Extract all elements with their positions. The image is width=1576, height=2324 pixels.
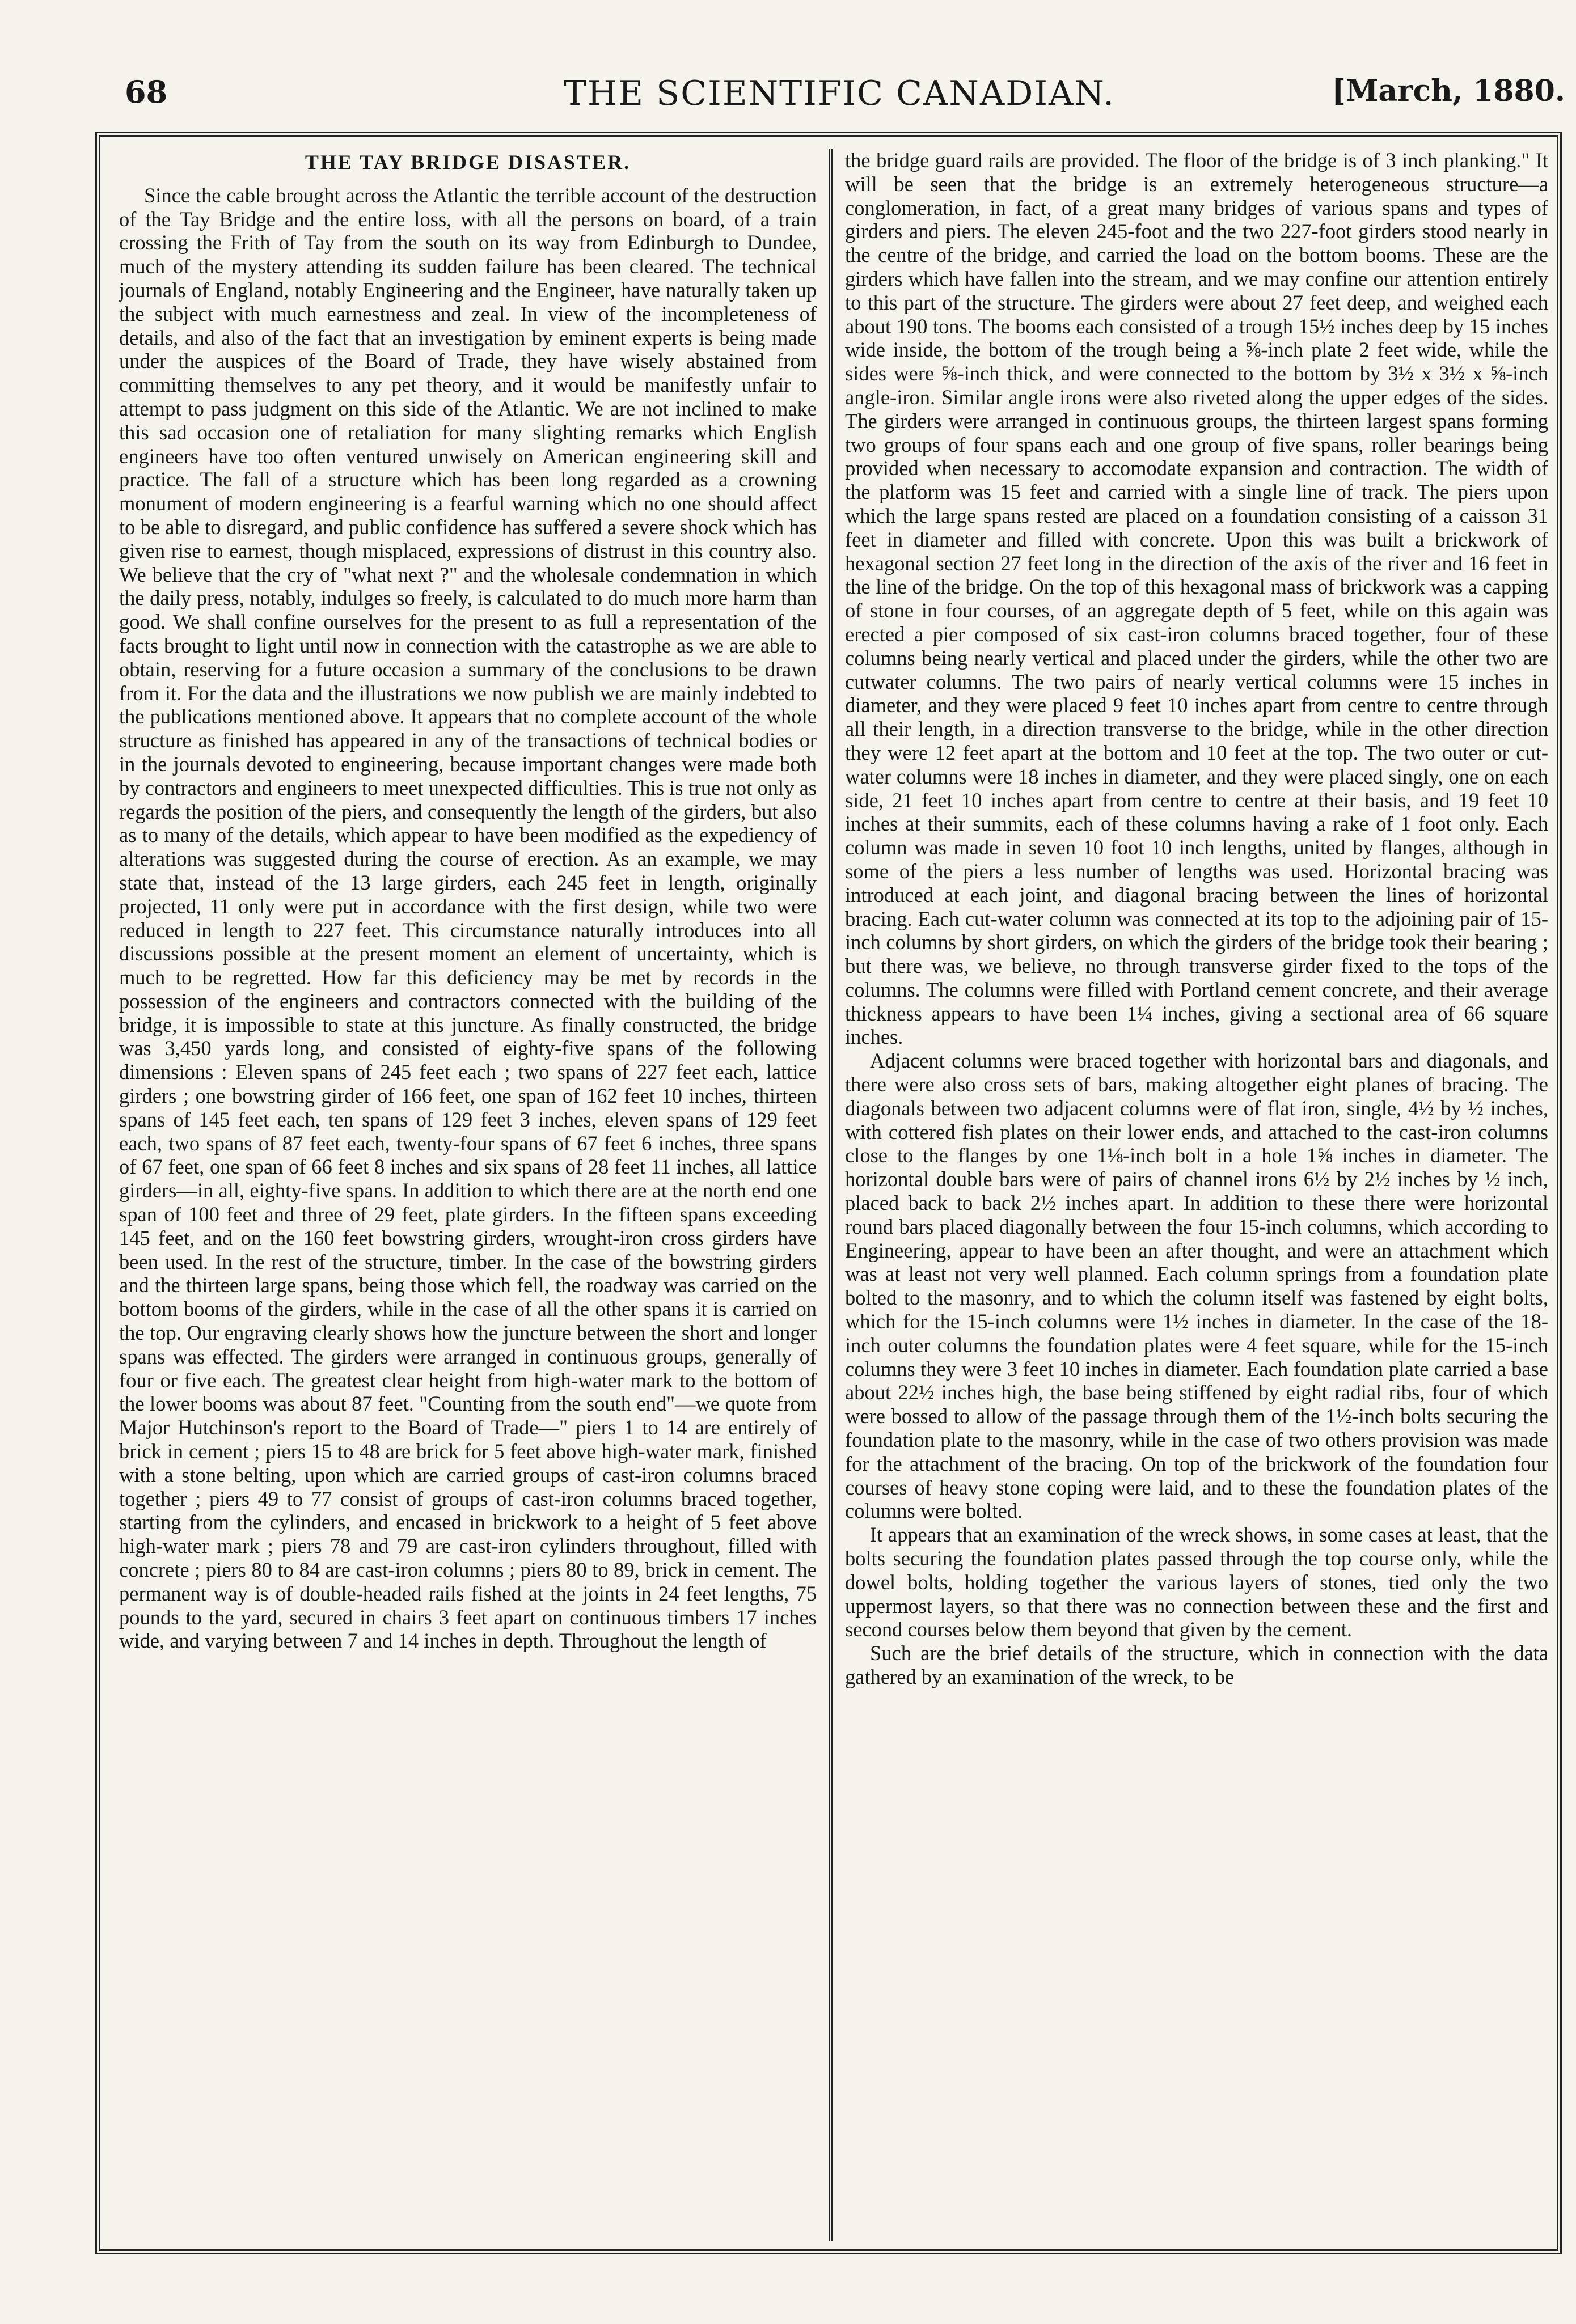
journal-title: THE SCIENTIFIC CANADIAN. xyxy=(563,74,1116,113)
paragraph: It appears that an examination of the wreck shows, in some cases at least, that the bolts securing the foundation plates passed through the top course only, while the dowel bolts, holding together the various layers of stones, tied only the two uppermost layers, so that there was no connection between these and the first and second courses below them beyond that given by the cement. xyxy=(845,1523,1548,1641)
left-column xyxy=(119,149,817,2241)
column-divider xyxy=(829,149,833,2241)
issue-date: [March, 1880. xyxy=(1332,74,1565,108)
paragraph: Such are the brief details of the structure, which in connection with the data gathered by an examination of the wreck, to be xyxy=(845,1641,1548,1688)
page-number: 68 xyxy=(125,74,168,110)
paragraph: Since the cable brought across the Atlantic the terrible account of the destruction of the Tay Bridge and the entire loss, with all the persons on board, of a train crossing the Frith of Tay from the south on its way from Edinburgh to Dundee, much of the mystery attending its sudden failure has been cleared. The technical journals of England, notably Engineering and the Engineer, have naturally taken up the subject with much earnestness and zeal. In view of the incompleteness of details, and also of the fact that an investigation by eminent experts is being made under the auspices of the Board of Trade, they have wisely abstained from committing themselves to any pet theory, and it would be manifestly unfair to attempt to pass judgment on this side of the Atlantic. We are not inclined to make this sad occasion one of retaliation for many slighting remarks which English engineers have too often ventured unwisely on American engineering skill and practice. The fall of a structure which has been long regarded as a crowning monument of modern engineering is a fearful warning which no one should affect to be able to disregard, and public confidence has suffered a severe shock which has given rise to earnest, though misplaced, expressions of distrust in this country also. We believe that the cry of "what next ?" and the wholesale condemnation in which the daily press, notably, indulges so freely, is calculated to do much more harm than good. We shall confine ourselves for the present to as full a representation of the facts brought to light until now in connection with the catastrophe as we are able to obtain, reserving for a future occasion a summary of the conclusions to be drawn from it. For the data and the illustrations we now publish we are mainly indebted to the publications mentioned above. It appears that no complete account of the whole structure as finished has appeared in any of the transactions of technical bodies or in the journals devoted to engineering, because important changes were made both by contractors and engineers to meet unexpected difficulties. This is true not only as regards the position of the piers, and consequently the length of the girders, but also as to many of the details, which appear to have been modified as the expediency of alterations was suggested during the course of erection. As an example, we may state that, instead of the 13 large girders, each 245 feet in length, originally projected, 11 only were put in accordance with the first design, while two were reduced in length to 227 feet. This circumstance naturally introduces into all discussions possible at the present moment an element of uncertainty, which is much to be regretted. How far this deficiency may be met by records in the possession of the engineers and contractors connected with the building of the bridge, it is impossible to state at this juncture. As finally constructed, the bridge was 3,450 yards long, and consisted of eighty-five spans of the following dimensions : Eleven spans of 245 feet each ; two spans of 227 feet each, lattice girders ; one bowstring girder of 166 feet, one span of 162 feet 10 inches, thirteen spans of 145 feet each, ten spans of 129 feet 3 inches, eleven spans of 129 feet each, two spans of 87 feet each, twenty-four spans of 67 feet 6 inches, three spans of 67 feet, one span of 66 feet 8 inches and six spans of 28 feet 11 inches, all lattice girders—in all, eighty-five spans. In addition to which there are at the north end one span of 100 feet and three of 29 feet, plate girders. In the fifteen spans exceeding 145 feet, and on the 160 feet bowstring girders, wrought-iron cross girders have been used. In the rest of the structure, timber. In the case of the bowstring girders and the thirteen large spans, being those which fell, the roadway was carried on the bottom booms of the girders, while in the case of all the other spans it is carried on the top. Our engraving clearly shows how the juncture between the short and longer spans was effected. The girders were arranged in continuous groups, generally of four or five each. The greatest clear height from high-water mark to the bottom of the lower booms was about 87 feet. "Counting from the south end"—we quote from Major Hutchinson's report to the Board of Trade—" piers 1 to 14 are entirely of brick in cement ; piers 15 to 48 are brick for 5 feet above high-water mark, finished with a stone belting, upon which are carried groups of cast-iron columns braced together ; piers 49 to 77 consist of groups of cast-iron columns braced together, starting from the cylinders, and encased in brickwork to a height of 5 feet above high-water mark ; piers 78 and 79 are cast-iron cylinders throughout, filled with concrete ; piers 80 to 84 are cast-iron columns ; piers 80 to 89, brick in cement. The permanent way is of double-headed rails fished at the joints in 24 feet lengths, 75 pounds to the yard, secured in chairs 3 feet apart on continuous timbers 17 inches wide, and varying between 7 and 14 inches in depth. Throughout the length of xyxy=(119,183,817,1653)
paragraph: Adjacent columns were braced together with horizontal bars and diagonals, and there were also cross sets of bars, making altogether eight planes of bracing. The diagonals between two adjacent columns were of flat iron, single, 4½ by ½ inches, with cottered fish plates on their lower ends, and attached to the cast-iron columns close to the flanges by one 1⅛-inch bolt in a hole 1⅝ inches in diameter. The horizontal double bars were of pairs of channel irons 6½ by 2½ inches by ½ inch, placed back to back 2½ inches apart. In addition to these there were horizontal round bars placed diagonally between the four 15-inch columns, which according to Engineering, appear to have been an after thought, and were an attachment which was at least not very well planned. Each column springs from a foundation plate bolted to the masonry, and to which the column itself was fastened by eight bolts, which for the 15-inch columns were 1½ inches in diameter. In the case of the 18-inch outer columns the foundation plates were 4 feet square, while for the 15-inch columns they were 3 feet 10 inches in diameter. Each foundation plate carried a base about 22½ inches high, the base being stiffened by eight radial ribs, four of which were bossed to allow of the passage through them of the 1½-inch bolts securing the foundation plate to the masonry, while in the case of two others provision was made for the attachment of the bracing. On top of the brickwork of the foundation four courses of heavy stone coping were laid, and to these the foundation plates of the columns were bolted. xyxy=(845,1049,1548,1523)
page-header xyxy=(113,74,1565,125)
article-title: THE TAY BRIDGE DISASTER. xyxy=(305,151,631,173)
right-column xyxy=(845,149,1548,2241)
paragraph-continuation: the bridge guard rails are provided. The floor of the bridge is of 3 inch planking." It will be seen that the bridge is an extremely heterogeneous structure—a conglomeration, in fact, of a great many bridges of various spans and types of girders and piers. The eleven 245-foot and the two 227-foot girders stood nearly in the centre of the bridge, and carried the load on the bottom booms. These are the girders which have fallen into the stream, and we may confine our attention entirely to this part of the structure. The girders were about 27 feet deep, and weighed each about 190 tons. The booms each consisted of a trough 15½ inches deep by 15 inches wide inside, the bottom of the trough being a ⅝-inch plate 2 feet wide, while the sides were ⅝-inch thick, and were connected to the bottom by 3½ x 3½ x ⅝-inch angle-iron. Similar angle irons were also riveted along the upper edges of the sides. The girders were arranged in continuous groups, the thirteen largest spans forming two groups of four spans each and one group of five spans, roller bearings being provided when necessary to accomodate expansion and contraction. The width of the platform was 15 feet and carried with a single line of track. The piers upon which the large spans rested are placed on a foundation consisting of a caisson 31 feet in diameter and filled with concrete. Upon this was built a brickwork of hexagonal section 27 feet long in the direction of the axis of the river and 16 feet in the line of the bridge. On the top of this hexagonal mass of brickwork was a capping of stone in four courses, of an aggregate depth of 5 feet, while on this again was erected a pier composed of six cast-iron columns braced together, four of these columns being nearly vertical and placed under the girders, while the other two are cutwater columns. The two pairs of nearly vertical columns were 15 inches in diameter, and they were placed 9 feet 10 inches apart from centre to centre through all their length, in a direction transverse to the bridge, while in the other direction they were 12 feet apart at the bottom and 10 feet at the top. The two outer or cut-water columns were 18 inches in diameter, and they were placed singly, one on each side, 21 feet 10 inches apart from centre to centre at their basis, and 19 feet 10 inches at their summits, each of these columns having a rake of 1 foot only. Each column was made in seven 10 foot 10 inch lengths, united by flanges, although in some of the piers a less number of lengths was used. Horizontal bracing was introduced at each joint, and diagonal bracing between the lines of horizontal bracing. Each cut-water column was connected at its top to the adjoining pair of 15-inch columns by short girders, on which the girders of the bridge took their bearing ; but there was, we believe, no through transverse girder fixed to the tops of the columns. The columns were filled with Portland cement concrete, and their average thickness appears to have been 1¼ inches, giving a sectional area of 66 square inches. xyxy=(845,149,1548,1049)
